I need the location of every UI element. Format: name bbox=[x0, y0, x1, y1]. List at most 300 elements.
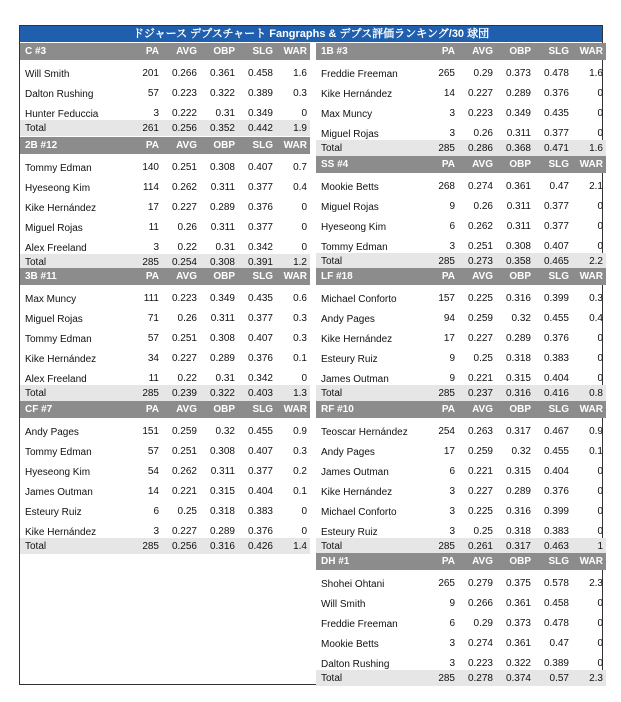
position-block-c bbox=[20, 43, 310, 136]
position-header bbox=[20, 43, 310, 60]
player-name: Dalton Rushing bbox=[321, 659, 390, 670]
column-header: SLG bbox=[534, 43, 572, 60]
stat-cell: 0 bbox=[301, 202, 307, 213]
stat-cell: 2.3 bbox=[589, 578, 603, 589]
total-stat-cell: 285 bbox=[132, 538, 162, 554]
player-row bbox=[20, 234, 310, 254]
total-stat-cell: 0.8 bbox=[572, 385, 606, 401]
stat-cell: 0.227 bbox=[467, 88, 493, 99]
stat-cell: 0.318 bbox=[505, 353, 531, 364]
player-name: Andy Pages bbox=[321, 447, 375, 458]
player-name: Miguel Rojas bbox=[25, 314, 83, 325]
player-row bbox=[316, 518, 606, 538]
stat-cell: 0.349 bbox=[505, 108, 531, 119]
position-header bbox=[316, 268, 606, 285]
stat-cell: 0.311 bbox=[506, 221, 531, 232]
stat-cell: 0.318 bbox=[209, 506, 235, 517]
total-stat-cell: 0.322 bbox=[200, 385, 238, 401]
player-row bbox=[20, 100, 310, 120]
player-row bbox=[20, 214, 310, 234]
stat-cell: 0.467 bbox=[543, 426, 569, 437]
total-stat-cell: 2.2 bbox=[572, 253, 606, 269]
stat-cell: 0.308 bbox=[209, 162, 235, 173]
stat-cell: 3 bbox=[153, 108, 159, 119]
stat-cell: 14 bbox=[147, 486, 159, 497]
stat-cell: 140 bbox=[142, 162, 159, 173]
column-header: WAR bbox=[276, 43, 310, 60]
position-label: CF #7 bbox=[20, 401, 132, 418]
player-name: Dalton Rushing bbox=[25, 89, 94, 100]
player-name: Michael Conforto bbox=[321, 294, 397, 305]
stat-cell: 0.32 bbox=[511, 446, 531, 457]
player-row bbox=[20, 345, 310, 365]
column-header: OBP bbox=[496, 553, 534, 570]
player-name: Kike Hernández bbox=[321, 487, 393, 498]
column-header: SLG bbox=[238, 137, 276, 154]
stat-cell: 57 bbox=[147, 333, 159, 344]
stat-cell: 9 bbox=[449, 598, 455, 609]
column-header: PA bbox=[428, 553, 458, 570]
player-row bbox=[316, 570, 606, 590]
player-row bbox=[20, 438, 310, 458]
depth-table bbox=[20, 401, 310, 554]
stat-cell: 0.578 bbox=[543, 578, 569, 589]
stat-cell: 0.349 bbox=[247, 108, 273, 119]
stat-cell: 0.383 bbox=[543, 353, 569, 364]
stat-cell: 0.315 bbox=[209, 486, 235, 497]
player-row bbox=[316, 590, 606, 610]
total-stat-cell: 0.358 bbox=[496, 253, 534, 269]
position-header bbox=[20, 268, 310, 285]
column-header: PA bbox=[428, 401, 458, 418]
stat-cell: 0.311 bbox=[506, 128, 531, 139]
position-label: SS #4 bbox=[316, 156, 428, 173]
player-name: Hunter Feduccia bbox=[25, 109, 99, 120]
depth-table bbox=[316, 156, 606, 269]
player-name: Hyeseong Kim bbox=[321, 222, 387, 233]
total-row bbox=[20, 385, 310, 401]
position-header bbox=[316, 553, 606, 570]
stat-cell: 0.383 bbox=[543, 526, 569, 537]
stat-cell: 0.29 bbox=[473, 618, 493, 629]
total-label: Total bbox=[316, 538, 428, 554]
stat-cell: 0 bbox=[597, 241, 603, 252]
column-header: PA bbox=[132, 137, 162, 154]
stat-cell: 0.373 bbox=[505, 618, 531, 629]
stat-cell: 3 bbox=[449, 241, 455, 252]
stat-cell: 0.311 bbox=[210, 222, 235, 233]
player-row bbox=[20, 80, 310, 100]
stat-cell: 1.6 bbox=[293, 68, 307, 79]
total-stat-cell: 0.391 bbox=[238, 254, 276, 270]
stat-cell: 0 bbox=[597, 88, 603, 99]
total-stat-cell: 0.256 bbox=[162, 120, 200, 136]
total-stat-cell: 0.374 bbox=[496, 670, 534, 686]
position-block-ss bbox=[316, 156, 606, 269]
total-stat-cell: 285 bbox=[132, 385, 162, 401]
stat-cell: 0.223 bbox=[467, 658, 493, 669]
stat-cell: 0.225 bbox=[467, 506, 493, 517]
stat-cell: 3 bbox=[449, 658, 455, 669]
player-row bbox=[20, 478, 310, 498]
total-stat-cell: 261 bbox=[132, 120, 162, 136]
player-name: Max Muncy bbox=[321, 109, 373, 120]
stat-cell: 0.274 bbox=[467, 181, 493, 192]
stat-cell: 0.262 bbox=[467, 221, 493, 232]
total-row bbox=[316, 670, 606, 686]
stat-cell: 0.227 bbox=[171, 353, 197, 364]
player-row bbox=[20, 285, 310, 305]
total-label: Total bbox=[316, 385, 428, 401]
player-row bbox=[20, 418, 310, 438]
column-header: AVG bbox=[458, 268, 496, 285]
position-header bbox=[316, 156, 606, 173]
player-name: Alex Freeland bbox=[25, 374, 87, 385]
stat-cell: 0.308 bbox=[209, 333, 235, 344]
stat-cell: 0.317 bbox=[505, 426, 531, 437]
stat-cell: 0.289 bbox=[209, 526, 235, 537]
stat-cell: 0.263 bbox=[467, 426, 493, 437]
column-header: OBP bbox=[200, 137, 238, 154]
stat-cell: 0.47 bbox=[549, 181, 569, 192]
stat-cell: 0.289 bbox=[505, 88, 531, 99]
total-row bbox=[316, 253, 606, 269]
stat-cell: 0.274 bbox=[467, 638, 493, 649]
total-label: Total bbox=[20, 385, 132, 401]
stat-cell: 9 bbox=[449, 373, 455, 384]
player-row bbox=[20, 60, 310, 80]
stat-cell: 0.6 bbox=[293, 293, 307, 304]
stat-cell: 0.31 bbox=[215, 242, 235, 253]
stat-cell: 0 bbox=[301, 373, 307, 384]
stat-cell: 0.407 bbox=[247, 446, 273, 457]
total-stat-cell: 0.239 bbox=[162, 385, 200, 401]
stat-cell: 0 bbox=[597, 466, 603, 477]
position-header bbox=[316, 401, 606, 418]
stat-cell: 0.311 bbox=[210, 182, 235, 193]
player-row bbox=[316, 233, 606, 253]
total-label: Total bbox=[316, 140, 428, 156]
stat-cell: 6 bbox=[449, 221, 455, 232]
player-name: Hyeseong Kim bbox=[25, 183, 91, 194]
stat-cell: 265 bbox=[438, 68, 455, 79]
depth-table bbox=[316, 43, 606, 156]
stat-cell: 0.26 bbox=[177, 313, 197, 324]
stat-cell: 0 bbox=[597, 526, 603, 537]
player-name: Andy Pages bbox=[25, 427, 79, 438]
stat-cell: 57 bbox=[147, 446, 159, 457]
player-row bbox=[20, 305, 310, 325]
total-stat-cell: 0.254 bbox=[162, 254, 200, 270]
stat-cell: 3 bbox=[153, 242, 159, 253]
column-header: PA bbox=[132, 401, 162, 418]
total-label: Total bbox=[20, 120, 132, 136]
stat-cell: 0.376 bbox=[543, 88, 569, 99]
stat-cell: 0.361 bbox=[209, 68, 235, 79]
stat-cell: 0.478 bbox=[543, 68, 569, 79]
stat-cell: 0 bbox=[597, 506, 603, 517]
player-row bbox=[316, 650, 606, 670]
stat-cell: 0.31 bbox=[215, 373, 235, 384]
stat-cell: 0.2 bbox=[293, 466, 307, 477]
stat-cell: 94 bbox=[443, 313, 455, 324]
stat-cell: 0.315 bbox=[505, 373, 531, 384]
stat-cell: 157 bbox=[438, 293, 455, 304]
total-stat-cell: 285 bbox=[428, 538, 458, 554]
stat-cell: 3 bbox=[449, 506, 455, 517]
total-stat-cell: 0.278 bbox=[458, 670, 496, 686]
total-stat-cell: 0.426 bbox=[238, 538, 276, 554]
column-header: OBP bbox=[200, 268, 238, 285]
stat-cell: 0.227 bbox=[467, 486, 493, 497]
player-name: Alex Freeland bbox=[25, 243, 87, 254]
stat-cell: 11 bbox=[148, 373, 159, 384]
stat-cell: 3 bbox=[449, 526, 455, 537]
stat-cell: 0.311 bbox=[506, 201, 531, 212]
stat-cell: 0.389 bbox=[247, 88, 273, 99]
total-stat-cell: 285 bbox=[428, 385, 458, 401]
stat-cell: 0.361 bbox=[505, 181, 531, 192]
player-row bbox=[316, 345, 606, 365]
stat-cell: 0.22 bbox=[177, 373, 197, 384]
player-name: Freddie Freeman bbox=[321, 69, 398, 80]
stat-cell: 0 bbox=[597, 221, 603, 232]
stat-cell: 0.458 bbox=[543, 598, 569, 609]
total-stat-cell: 0.368 bbox=[496, 140, 534, 156]
stat-cell: 0.478 bbox=[543, 618, 569, 629]
stat-cell: 0.4 bbox=[293, 182, 307, 193]
stat-cell: 0 bbox=[597, 108, 603, 119]
stat-cell: 0.9 bbox=[589, 426, 603, 437]
stat-cell: 0.3 bbox=[293, 88, 307, 99]
player-name: James Outman bbox=[321, 467, 389, 478]
stat-cell: 0.377 bbox=[543, 128, 569, 139]
player-row bbox=[316, 478, 606, 498]
position-header bbox=[316, 43, 606, 60]
stat-cell: 0.404 bbox=[543, 466, 569, 477]
total-row bbox=[20, 538, 310, 554]
total-stat-cell: 1.2 bbox=[276, 254, 310, 270]
stat-cell: 0.316 bbox=[505, 293, 531, 304]
player-name: Mookie Betts bbox=[321, 639, 379, 650]
stat-cell: 0.259 bbox=[467, 313, 493, 324]
stat-cell: 0.342 bbox=[247, 373, 273, 384]
column-header: WAR bbox=[276, 137, 310, 154]
stat-cell: 34 bbox=[147, 353, 159, 364]
stat-cell: 0.221 bbox=[467, 466, 493, 477]
column-header: PA bbox=[132, 268, 162, 285]
player-name: Michael Conforto bbox=[321, 507, 397, 518]
stat-cell: 0 bbox=[597, 353, 603, 364]
stat-cell: 0.458 bbox=[247, 68, 273, 79]
player-name: Tommy Edman bbox=[321, 242, 388, 253]
stat-cell: 0 bbox=[597, 658, 603, 669]
position-label: 3B #11 bbox=[20, 268, 132, 285]
stat-cell: 0 bbox=[301, 506, 307, 517]
column-header: OBP bbox=[200, 43, 238, 60]
stat-cell: 201 bbox=[142, 68, 159, 79]
stat-cell: 0.289 bbox=[209, 202, 235, 213]
total-stat-cell: 0.465 bbox=[534, 253, 572, 269]
stat-cell: 71 bbox=[147, 313, 159, 324]
stat-cell: 0.3 bbox=[293, 333, 307, 344]
stat-cell: 0.289 bbox=[505, 486, 531, 497]
position-label: RF #10 bbox=[316, 401, 428, 418]
position-block-dh bbox=[316, 553, 606, 686]
stat-cell: 0.399 bbox=[543, 293, 569, 304]
stat-cell: 3 bbox=[449, 128, 455, 139]
position-block-cf bbox=[20, 401, 310, 554]
column-header: AVG bbox=[162, 401, 200, 418]
player-name: Miguel Rojas bbox=[321, 129, 379, 140]
total-stat-cell: 0.442 bbox=[238, 120, 276, 136]
stat-cell: 0 bbox=[597, 638, 603, 649]
stat-cell: 0.311 bbox=[210, 313, 235, 324]
stat-cell: 0.376 bbox=[247, 353, 273, 364]
column-header: PA bbox=[132, 43, 162, 60]
stat-cell: 0.9 bbox=[293, 426, 307, 437]
column-header: SLG bbox=[534, 553, 572, 570]
column-header: WAR bbox=[572, 268, 606, 285]
stat-cell: 0.7 bbox=[293, 162, 307, 173]
column-header: AVG bbox=[458, 43, 496, 60]
stat-cell: 0.266 bbox=[171, 68, 197, 79]
player-row bbox=[316, 365, 606, 385]
player-row bbox=[316, 193, 606, 213]
total-stat-cell: 0.261 bbox=[458, 538, 496, 554]
depth-table bbox=[20, 268, 310, 401]
position-block-lf bbox=[316, 268, 606, 401]
player-name: James Outman bbox=[321, 374, 389, 385]
stat-cell: 0.31 bbox=[215, 108, 235, 119]
total-label: Total bbox=[316, 670, 428, 686]
player-row bbox=[20, 154, 310, 174]
column-header: OBP bbox=[496, 156, 534, 173]
stat-cell: 17 bbox=[147, 202, 159, 213]
stat-cell: 0.22 bbox=[177, 242, 197, 253]
player-row bbox=[316, 173, 606, 193]
stat-cell: 1.6 bbox=[589, 68, 603, 79]
total-stat-cell: 1.3 bbox=[276, 385, 310, 401]
stat-cell: 0.25 bbox=[473, 353, 493, 364]
depth-table bbox=[316, 268, 606, 401]
total-label: Total bbox=[20, 538, 132, 554]
player-row bbox=[316, 630, 606, 650]
player-name: Miguel Rojas bbox=[25, 223, 83, 234]
stat-cell: 0.308 bbox=[505, 241, 531, 252]
stat-cell: 0.1 bbox=[589, 446, 603, 457]
stat-cell: 0.375 bbox=[505, 578, 531, 589]
stat-cell: 0 bbox=[597, 201, 603, 212]
stat-cell: 0.376 bbox=[247, 526, 273, 537]
stat-cell: 0 bbox=[597, 333, 603, 344]
column-header: AVG bbox=[162, 43, 200, 60]
total-stat-cell: 0.273 bbox=[458, 253, 496, 269]
stat-cell: 0.251 bbox=[171, 446, 197, 457]
depth-table bbox=[20, 137, 310, 270]
total-stat-cell: 1.6 bbox=[572, 140, 606, 156]
position-label: DH #1 bbox=[316, 553, 428, 570]
total-stat-cell: 285 bbox=[428, 670, 458, 686]
stat-cell: 0.279 bbox=[467, 578, 493, 589]
stat-cell: 0.377 bbox=[247, 313, 273, 324]
player-name: Kike Hernández bbox=[321, 89, 393, 100]
player-row bbox=[316, 458, 606, 478]
player-name: Tommy Edman bbox=[25, 334, 92, 345]
stat-cell: 0.377 bbox=[247, 466, 273, 477]
total-stat-cell: 1.4 bbox=[276, 538, 310, 554]
total-stat-cell: 0.471 bbox=[534, 140, 572, 156]
column-header: AVG bbox=[162, 137, 200, 154]
column-header: OBP bbox=[200, 401, 238, 418]
stat-cell: 0 bbox=[597, 598, 603, 609]
player-name: Kike Hernández bbox=[25, 354, 97, 365]
stat-cell: 0.223 bbox=[467, 108, 493, 119]
column-header: SLG bbox=[238, 401, 276, 418]
total-stat-cell: 1.9 bbox=[276, 120, 310, 136]
player-name: Tommy Edman bbox=[25, 163, 92, 174]
stat-cell: 0.227 bbox=[171, 202, 197, 213]
stat-cell: 6 bbox=[449, 618, 455, 629]
column-header: PA bbox=[428, 43, 458, 60]
stat-cell: 0.266 bbox=[467, 598, 493, 609]
stat-cell: 0.407 bbox=[247, 333, 273, 344]
stat-cell: 17 bbox=[443, 333, 455, 344]
stat-cell: 0.373 bbox=[505, 68, 531, 79]
stat-cell: 0.377 bbox=[543, 221, 569, 232]
player-row bbox=[316, 305, 606, 325]
stat-cell: 0.361 bbox=[505, 598, 531, 609]
column-header: SLG bbox=[238, 43, 276, 60]
stat-cell: 0.25 bbox=[473, 526, 493, 537]
stat-cell: 0.322 bbox=[209, 88, 235, 99]
stat-cell: 0.455 bbox=[543, 446, 569, 457]
position-header bbox=[20, 137, 310, 154]
stat-cell: 17 bbox=[443, 446, 455, 457]
stat-cell: 0.227 bbox=[467, 333, 493, 344]
stat-cell: 0.289 bbox=[209, 353, 235, 364]
stat-cell: 3 bbox=[449, 638, 455, 649]
total-row bbox=[316, 385, 606, 401]
stat-cell: 9 bbox=[449, 353, 455, 364]
position-block-1b bbox=[316, 43, 606, 156]
stat-cell: 0 bbox=[301, 242, 307, 253]
stat-cell: 0.32 bbox=[511, 313, 531, 324]
stat-cell: 0.377 bbox=[247, 182, 273, 193]
total-stat-cell: 1 bbox=[572, 538, 606, 554]
total-stat-cell: 0.237 bbox=[458, 385, 496, 401]
stat-cell: 0.1 bbox=[293, 486, 307, 497]
total-stat-cell: 2.3 bbox=[572, 670, 606, 686]
column-header: WAR bbox=[572, 401, 606, 418]
player-row bbox=[316, 80, 606, 100]
stat-cell: 0.435 bbox=[247, 293, 273, 304]
stat-cell: 0 bbox=[597, 373, 603, 384]
player-name: Kike Hernández bbox=[25, 203, 97, 214]
stat-cell: 0.361 bbox=[505, 638, 531, 649]
stat-cell: 0.311 bbox=[210, 466, 235, 477]
stat-cell: 0.376 bbox=[247, 202, 273, 213]
stat-cell: 0.389 bbox=[543, 658, 569, 669]
stat-cell: 9 bbox=[449, 201, 455, 212]
total-stat-cell: 0.352 bbox=[200, 120, 238, 136]
stat-cell: 0.225 bbox=[467, 293, 493, 304]
total-stat-cell: 285 bbox=[428, 140, 458, 156]
player-name: Andy Pages bbox=[321, 314, 375, 325]
stat-cell: 54 bbox=[147, 466, 159, 477]
stat-cell: 0.47 bbox=[549, 638, 569, 649]
stat-cell: 0.222 bbox=[171, 108, 197, 119]
